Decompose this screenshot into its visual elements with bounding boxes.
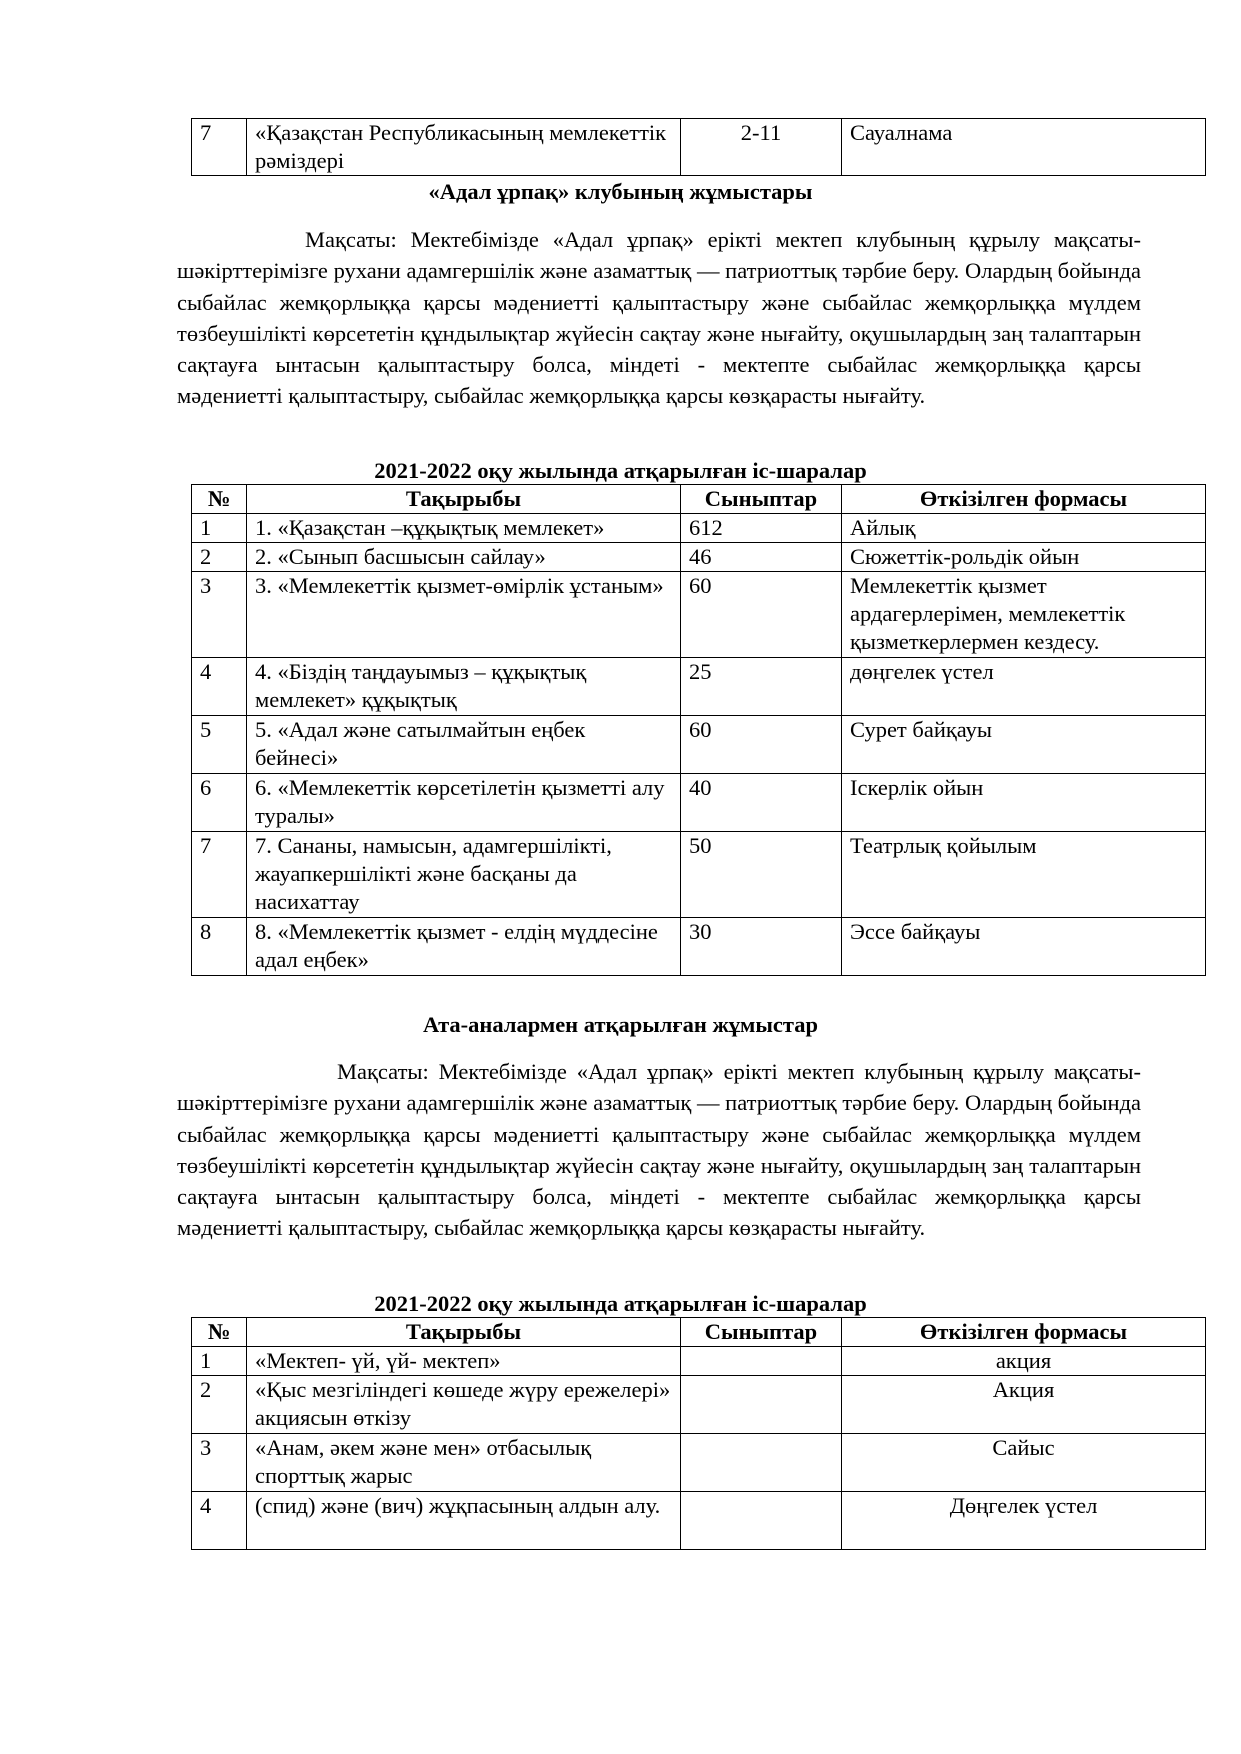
header-classes: Сыныптар <box>681 485 842 514</box>
row-topic: 3. «Мемлекеттік қызмет-өмірлік ұстаным» <box>247 572 681 658</box>
header-classes: Сыныптар <box>681 1318 842 1347</box>
section2-table <box>191 1317 1206 1550</box>
section1-paragraph: Мақсаты: Мектебімізде «Адал ұрпақ» ерікті мектеп клубының құрылу мақсаты-шәкірттерімізге рухани адамгершілік және азаматтық — патриоттық тәрбие беру. Олардың бойында сыбайлас жемқорлыққа қарсы мәдениетті қалыптастыру және сыбайлас жемқорлыққа мүлдем төзбеушілікті көрсететін құндылықтар жүйесін сақтау және нығайту, оқушылардың заң талаптарын сақтауға ынтасын қалыптастыру болса, міндеті - мектепте сыбайлас жемқорлыққа қарсы мәдениетті қалыптастыру, сыбайлас жемқорлыққа қарсы көзқарасты нығайту. <box>177 227 1141 409</box>
table-row <box>192 918 1206 976</box>
row-topic: «Анам, әкем және мен» отбасылық спорттық жарыс <box>247 1434 681 1492</box>
row-form: Театрлық қойылым <box>842 832 1206 918</box>
row-form: Іскерлік ойын <box>842 774 1206 832</box>
row-topic: (спид) және (вич) жұқпасының алдын алу. <box>247 1492 681 1550</box>
table-row <box>192 658 1206 716</box>
table-row <box>192 514 1206 543</box>
row-number: 4 <box>192 658 247 716</box>
table-row <box>192 1434 1206 1492</box>
section1-table-title: 2021-2022 оқу жылында атқарылған іс-шаралар <box>374 458 867 483</box>
row-form: дөңгелек үстел <box>842 658 1206 716</box>
table-row <box>192 119 1206 176</box>
table-row <box>192 832 1206 918</box>
header-topic: Тақырыбы <box>247 485 681 514</box>
row-topic: 8. «Мемлекеттік қызмет - елдің мүддесіне адал еңбек» <box>247 918 681 976</box>
row-topic: «Мектеп- үй, үй- мектеп» <box>247 1347 681 1376</box>
row-form: Мемлекеттік қызмет ардагерлерімен, мемлекеттік қызметкерлермен кездесу. <box>842 572 1206 658</box>
row-number: 7 <box>192 119 247 176</box>
table-row <box>192 716 1206 774</box>
table-header-row <box>192 485 1206 514</box>
row-classes: 46 <box>681 543 842 572</box>
row-topic: 5. «Адал және сатылмайтын еңбек бейнесі» <box>247 716 681 774</box>
table-row <box>192 1376 1206 1434</box>
row-classes: 30 <box>681 918 842 976</box>
row-topic: 2. «Сынып басшысын сайлау» <box>247 543 681 572</box>
header-form: Өткізілген формасы <box>842 1318 1206 1347</box>
row-form: Дөңгелек үстел <box>842 1492 1206 1550</box>
row-classes: 60 <box>681 716 842 774</box>
row-topic: «Қыс мезгіліндегі көшеде жүру ережелері» акциясын өткізу <box>247 1376 681 1434</box>
row-form: Сюжеттік-рольдік ойын <box>842 543 1206 572</box>
header-topic: Тақырыбы <box>247 1318 681 1347</box>
row-classes: 50 <box>681 832 842 918</box>
row-classes: 612 <box>681 514 842 543</box>
row-number: 3 <box>192 572 247 658</box>
row-form: акция <box>842 1347 1206 1376</box>
row-form: Эссе байқауы <box>842 918 1206 976</box>
header-form: Өткізілген формасы <box>842 485 1206 514</box>
header-number: № <box>192 1318 247 1347</box>
row-form: Айлық <box>842 514 1206 543</box>
row-number: 1 <box>192 514 247 543</box>
section2-title: Ата-аналармен атқарылған жұмыстар <box>422 1012 819 1037</box>
row-classes <box>681 1347 842 1376</box>
row-number: 2 <box>192 543 247 572</box>
row-topic: «Қазақстан Республикасының мемлекеттік рәміздері <box>247 119 681 176</box>
row-classes <box>681 1434 842 1492</box>
table-row <box>192 572 1206 658</box>
table-row <box>192 543 1206 572</box>
row-form: Сауалнама <box>842 119 1206 176</box>
row-number: 6 <box>192 774 247 832</box>
row-topic: 7. Сананы, намысын, адамгершілікті, жауапкершілікті және басқаны да насихаттау <box>247 832 681 918</box>
section2-table-title: 2021-2022 оқу жылында атқарылған іс-шаралар <box>374 1291 867 1316</box>
table-header-row <box>192 1318 1206 1347</box>
row-number: 1 <box>192 1347 247 1376</box>
row-form: Акция <box>842 1376 1206 1434</box>
row-classes <box>681 1376 842 1434</box>
row-form: Сурет байқауы <box>842 716 1206 774</box>
row-number: 8 <box>192 918 247 976</box>
row-number: 2 <box>192 1376 247 1434</box>
section1-title: «Адал ұрпақ» клубының жұмыстары <box>428 179 813 204</box>
top-table <box>191 118 1206 176</box>
row-classes: 25 <box>681 658 842 716</box>
row-classes: 2-11 <box>681 119 842 176</box>
row-number: 3 <box>192 1434 247 1492</box>
header-number: № <box>192 485 247 514</box>
section2-paragraph: Мақсаты: Мектебімізде «Адал ұрпақ» ерікті мектеп клубының құрылу мақсаты-шәкірттерімізге рухани адамгершілік және азаматтық — патриоттық тәрбие беру. Олардың бойында сыбайлас жемқорлыққа қарсы мәдениетті қалыптастыру және сыбайлас жемқорлыққа мүлдем төзбеушілікті көрсететін құндылықтар жүйесін сақтау және нығайту, оқушылардың заң талаптарын сақтауға ынтасын қалыптастыру болса, міндеті - мектепте сыбайлас жемқорлыққа қарсы мәдениетті қалыптастыру, сыбайлас жемқорлыққа қарсы көзқарасты нығайту. <box>177 1059 1141 1241</box>
row-number: 4 <box>192 1492 247 1550</box>
row-classes: 40 <box>681 774 842 832</box>
row-form: Сайыс <box>842 1434 1206 1492</box>
row-number: 5 <box>192 716 247 774</box>
table-row <box>192 1492 1206 1550</box>
row-topic: 1. «Қазақстан –құқықтық мемлекет» <box>247 514 681 543</box>
table-row <box>192 1347 1206 1376</box>
row-topic: 6. «Мемлекеттік көрсетілетін қызметті алу туралы» <box>247 774 681 832</box>
section1-table <box>191 484 1206 976</box>
row-classes: 60 <box>681 572 842 658</box>
table-row <box>192 774 1206 832</box>
row-classes <box>681 1492 842 1550</box>
row-number: 7 <box>192 832 247 918</box>
row-topic: 4. «Біздің таңдауымыз – құқықтық мемлекет» құқықтық <box>247 658 681 716</box>
